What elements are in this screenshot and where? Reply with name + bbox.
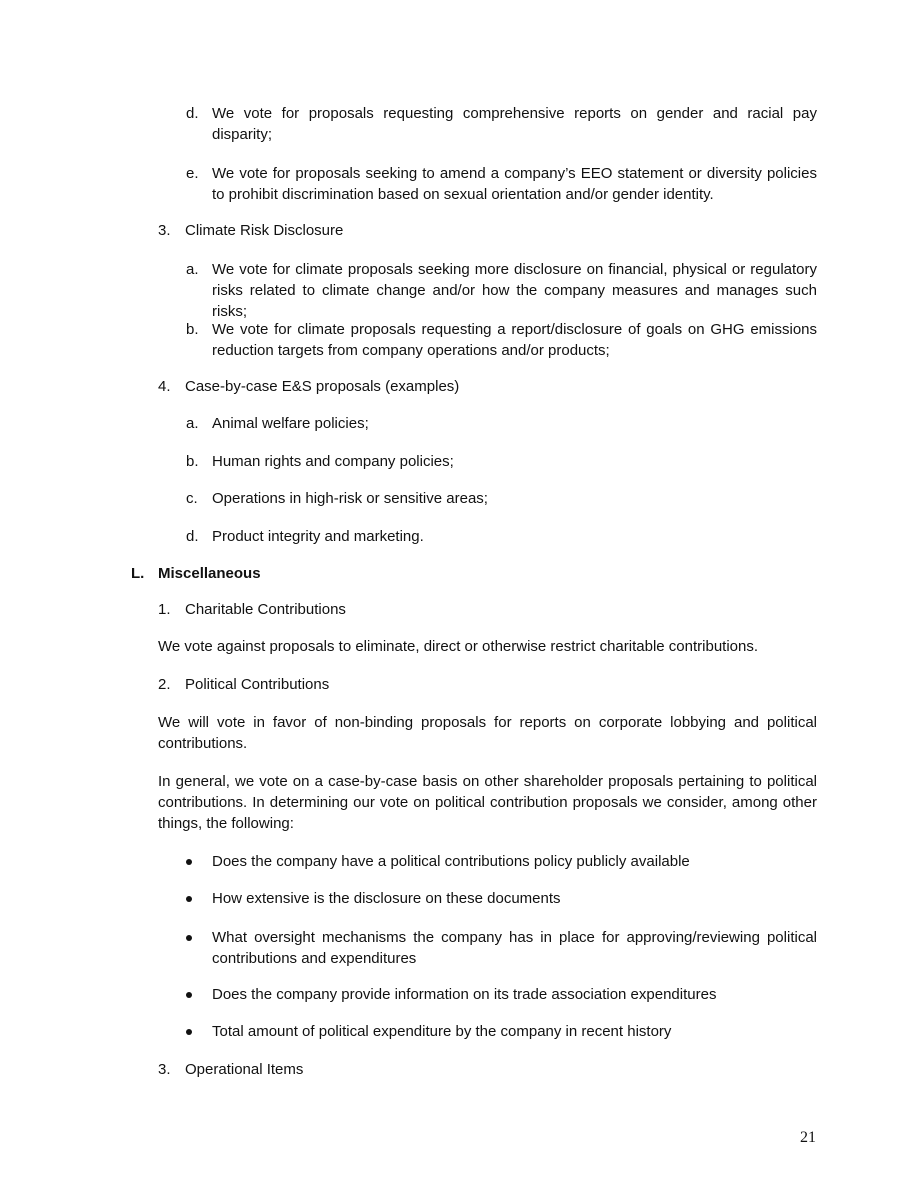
list-marker: a. [186, 261, 199, 278]
list-item-text: We vote for climate proposals seeking more disclosure on financial, physical or regulatory risks related to climate change and/or how the company measures and manages such risks; [212, 261, 817, 320]
section-number: 3. [158, 222, 171, 239]
section-letter: L. [131, 565, 145, 582]
bullet-icon [186, 992, 192, 998]
paragraph: We will vote in favor of non-binding proposals for reports on corporate lobbying and political contributions. [158, 714, 817, 752]
section-heading: Operational Items [185, 1061, 304, 1078]
list-marker: b. [186, 321, 199, 338]
bullet-icon [186, 896, 192, 902]
bullet-icon [186, 859, 192, 865]
section-title: Miscellaneous [158, 565, 261, 582]
bullet-text: Does the company have a political contributions policy publicly available [212, 853, 690, 870]
list-marker: c. [186, 490, 198, 507]
bullet-icon [186, 935, 192, 941]
list-item-text: Human rights and company policies; [212, 453, 454, 470]
list-item-text: Operations in high-risk or sensitive areas; [212, 490, 488, 507]
list-marker: d. [186, 105, 199, 122]
section-number: 2. [158, 676, 171, 693]
page-number: 21 [800, 1129, 816, 1146]
bullet-text: How extensive is the disclosure on these documents [212, 890, 561, 907]
section-heading: Climate Risk Disclosure [185, 222, 344, 239]
list-marker: d. [186, 528, 199, 545]
section-number: 4. [158, 378, 171, 395]
bullet-icon [186, 1029, 192, 1035]
section-number: 1. [158, 601, 171, 618]
list-item-text: We vote for proposals seeking to amend a company’s EEO statement or diversity policies to prohibit discrimination based on sexual orientation and/or gender identity. [212, 165, 817, 203]
section-heading: Charitable Contributions [185, 601, 346, 618]
list-marker: a. [186, 415, 199, 432]
list-item-text: We vote for climate proposals requesting a report/disclosure of goals on GHG emissions reduction targets from company operations and/or products; [212, 321, 817, 359]
paragraph: We vote against proposals to eliminate, direct or otherwise restrict charitable contributions. [158, 638, 759, 655]
list-marker: e. [186, 165, 199, 182]
paragraph: In general, we vote on a case-by-case basis on other shareholder proposals pertaining to political contributions. In determining our vote on political contribution proposals we consider, among other things, the following: [158, 773, 817, 832]
list-item-text: Product integrity and marketing. [212, 528, 424, 545]
list-item-text: Animal welfare policies; [212, 415, 369, 432]
list-marker: b. [186, 453, 199, 470]
list-item-text: We vote for proposals requesting comprehensive reports on gender and racial pay disparity; [212, 105, 817, 143]
section-heading: Political Contributions [185, 676, 330, 693]
section-heading: Case-by-case E&S proposals (examples) [185, 378, 460, 395]
bullet-text: Does the company provide information on its trade association expenditures [212, 986, 717, 1003]
bullet-text: What oversight mechanisms the company has in place for approving/reviewing political contributions and expenditures [212, 929, 817, 967]
section-number: 3. [158, 1061, 171, 1078]
bullet-text: Total amount of political expenditure by the company in recent history [212, 1023, 672, 1040]
